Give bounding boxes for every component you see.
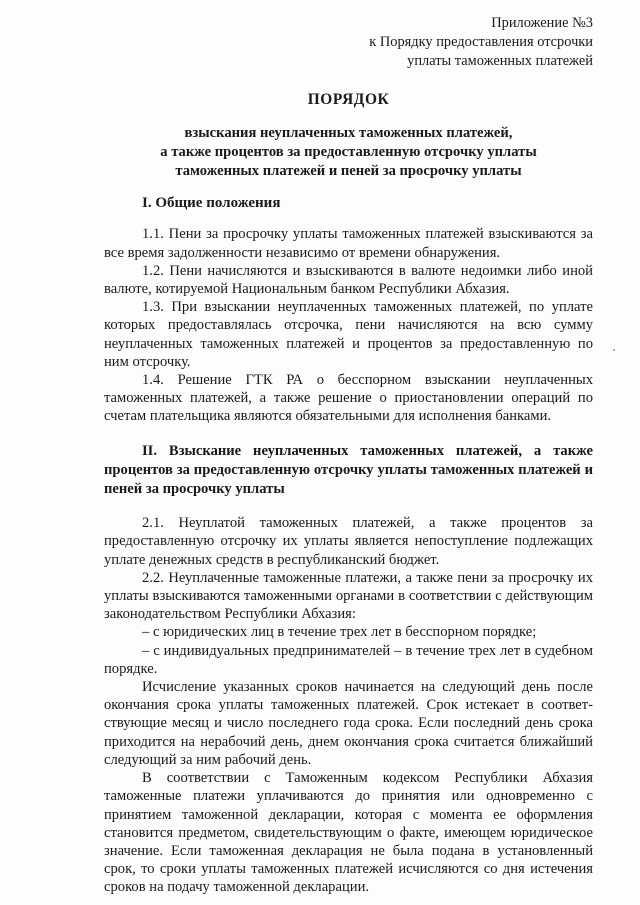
section-1-body bbox=[104, 225, 593, 425]
document-title: ПОРЯДОК bbox=[307, 91, 390, 108]
section-2-body bbox=[104, 514, 593, 896]
appendix-reference-cont: уплаты таможенных платежей bbox=[407, 53, 593, 69]
appendix-number: Приложение №3 bbox=[491, 15, 593, 31]
paragraph-1-2: 1.2. Пени начисляются и взыскиваются в валюте недоимки либо иной валюте, котируемой Национальным банком Республики Абхазия. bbox=[104, 262, 593, 298]
list-item-entrepreneurs: – с индивидуальных предпринимателей – в течение трех лет в судебном порядке. bbox=[104, 642, 593, 677]
document-subtitle bbox=[104, 124, 593, 181]
section-1-heading: I. Общие положения bbox=[142, 195, 281, 212]
paragraph-1-3: 1.3. При взыскании неуплаченных таможенных платежей, по уплате которых предоставлялась отсрочка, пени начисляются на всю сумму неуплаченных таможенных платежей и процентов за предоставленную по ним отсрочку. bbox=[104, 299, 593, 370]
paragraph-2-1: 2.1. Неуплатой таможенных платежей, а также процентов за предоставленную отсрочку их уплаты является непоступление подлежащих уплате денежных средств в республиканский бюджет. bbox=[104, 515, 593, 568]
paragraph-1-1: 1.1. Пени за просрочку уплаты таможенных платежей взыскиваются за все время задолженности независимо от времени обнаружения. bbox=[104, 226, 593, 261]
appendix-reference: к Порядку предоставления отсрочки bbox=[369, 34, 593, 50]
paragraph-term-calculation: Исчисление указанных сроков начинается на следующий день после окончания срока уплаты таможенных платежей. Срок истекает в соответствующие месяц и число последнего года срока. Если последний день срока приходится на нерабочий день, днем окончания срока считается ближайший следующий за ним рабочий день. bbox=[104, 679, 593, 768]
list-item-legal-entities: – с юридических лиц в течение трех лет в бесспорном порядке; bbox=[142, 624, 537, 641]
appendix-header bbox=[104, 14, 593, 71]
paragraph-1-4: 1.4. Решение ГТК РА о бесспорном взыскании неуплаченных таможенных платежей, а также решение о приостановлении операций по счетам плательщика являются обязательными для исполнения банками. bbox=[104, 372, 593, 425]
paragraph-customs-code: В соответствии с Таможенным кодексом Республики Абхазия таможенные платежи уплачиваются до принятия или одновременно с принятием таможенной декларации, которая с момента ее оформления становится предметом, свидетельствующим о факте, имеющем юридическое значение. Если таможенная декларация не была подана в установленный срок, то сроки уплаты таможенных платежей исчисляются со дня истечения сроков на подачу таможенной декларации. bbox=[104, 770, 593, 896]
scan-speck bbox=[613, 349, 615, 351]
paragraph-2-2: 2.2. Неуплаченные таможенные платежи, а также пени за просрочку их уплаты взыскиваются таможенными органами в соответствии с действующим законодательством Республики Абхазия: bbox=[104, 569, 593, 623]
section-2-heading: II. Взыскание неуплаченных таможенных платежей, а также процентов за предоставленную отсрочку уплаты таможенных платежей и пеней за просрочку уплаты bbox=[104, 442, 593, 498]
subtitle-line-1: взыскания неуплаченных таможенных платежей, bbox=[184, 125, 513, 142]
subtitle-line-3: таможенных платежей и пеней за просрочку уплаты bbox=[175, 163, 522, 180]
subtitle-line-2: а также процентов за предоставленную отсрочку уплаты bbox=[160, 144, 537, 161]
document-page bbox=[104, 14, 593, 897]
